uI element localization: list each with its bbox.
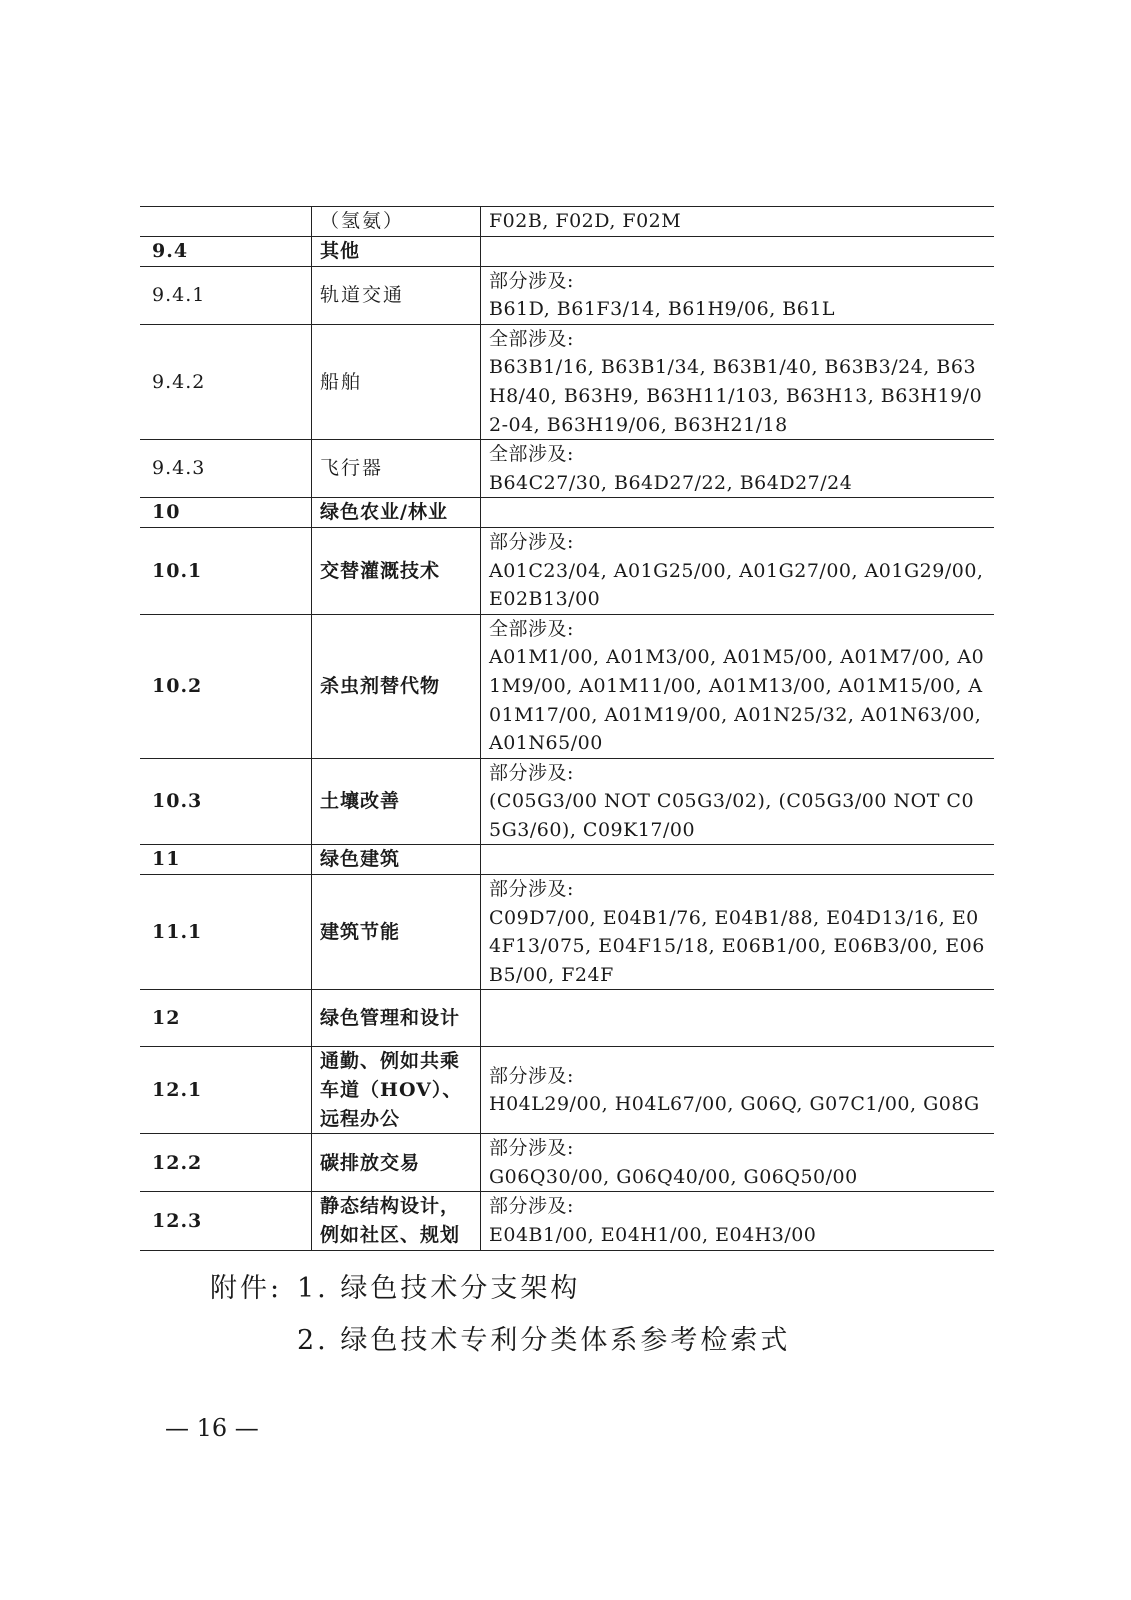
classification-scope-note: 部分涉及: — [489, 1137, 574, 1160]
cell-technology-name: 土壤改善 — [312, 758, 481, 845]
table-row — [140, 266, 994, 324]
cell-section-code: 12.1 — [140, 1047, 312, 1134]
table-row — [140, 845, 994, 875]
cell-section-code: 9.4 — [140, 236, 312, 266]
classification-scope-note: 部分涉及: — [489, 1195, 574, 1218]
cell-technology-name: 绿色管理和设计 — [312, 990, 481, 1047]
cell-section-code: 12 — [140, 990, 312, 1047]
cell-technology-name: 通勤、例如共乘车道（HOV）、远程办公 — [312, 1047, 481, 1134]
cell-classification — [481, 1134, 995, 1192]
table-row — [140, 1047, 994, 1134]
cell-classification — [481, 498, 995, 528]
classification-scope-note: 部分涉及: — [489, 761, 574, 784]
classification-scope-note: 全部涉及: — [489, 443, 574, 466]
table-row — [140, 207, 994, 237]
cell-technology-name: 绿色农业/林业 — [312, 498, 481, 528]
cell-section-code: 9.4.3 — [140, 440, 312, 498]
attachment-line-2 — [210, 1315, 790, 1367]
cell-section-code — [140, 207, 312, 237]
classification-codes: B64C27/30, B64D27/22, B64D27/24 — [489, 471, 853, 494]
classification-codes: B63B1/16, B63B1/34, B63B1/40, B63B3/24, B63H8/40, B63H9, B63H11/103, B63H13, B63H19/02-04, B63H19/06, B63H21/18 — [489, 356, 983, 436]
table-row — [140, 236, 994, 266]
cell-section-code: 11.1 — [140, 875, 312, 990]
classification-scope-note: 部分涉及: — [489, 269, 574, 292]
cell-technology-name: 交替灌溉技术 — [312, 527, 481, 614]
page-number: — 16 — — [165, 1414, 259, 1442]
cell-technology-name: 碳排放交易 — [312, 1134, 481, 1192]
attachments — [210, 1263, 790, 1367]
attachment-item-1: 1. 绿色技术分支架构 — [297, 1273, 581, 1304]
classification-scope-note: 全部涉及: — [489, 617, 574, 640]
table-body — [140, 207, 994, 1251]
classification-codes: F02B, F02D, F02M — [489, 210, 682, 232]
classification-codes: G06Q30/00, G06Q40/00, G06Q50/00 — [489, 1165, 858, 1188]
cell-classification — [481, 758, 995, 845]
cell-section-code: 10.3 — [140, 758, 312, 845]
cell-technology-name: 绿色建筑 — [312, 845, 481, 875]
classification-scope-note: 部分涉及: — [489, 878, 574, 901]
attachment-spacer — [210, 1315, 297, 1367]
attachment-prefix: 附件: — [210, 1273, 283, 1304]
cell-classification — [481, 875, 995, 990]
table-row — [140, 527, 994, 614]
attachment-line-1 — [210, 1263, 790, 1315]
classification-table — [140, 206, 994, 1251]
cell-technology-name: 静态结构设计，例如社区、规划 — [312, 1192, 481, 1250]
cell-classification — [481, 1192, 995, 1250]
table-row — [140, 758, 994, 845]
classification-codes: A01C23/04, A01G25/00, A01G27/00, A01G29/00, E02B13/00 — [489, 559, 984, 611]
cell-section-code: 12.2 — [140, 1134, 312, 1192]
table-row — [140, 440, 994, 498]
cell-classification — [481, 845, 995, 875]
cell-classification — [481, 440, 995, 498]
cell-section-code: 9.4.2 — [140, 324, 312, 439]
cell-section-code: 10.2 — [140, 614, 312, 758]
cell-classification — [481, 324, 995, 439]
classification-codes: H04L29/00, H04L67/00, G06Q, G07C1/00, G08G — [489, 1093, 980, 1116]
cell-technology-name: 飞行器 — [312, 440, 481, 498]
cell-technology-name: （氢氨） — [312, 207, 481, 237]
table-row — [140, 990, 994, 1047]
classification-scope-note: 部分涉及: — [489, 530, 574, 553]
table-row — [140, 324, 994, 439]
table-row — [140, 498, 994, 528]
cell-technology-name: 建筑节能 — [312, 875, 481, 990]
classification-codes: B61D, B61F3/14, B61H9/06, B61L — [489, 298, 836, 321]
cell-technology-name: 轨道交通 — [312, 266, 481, 324]
classification-codes: C09D7/00, E04B1/76, E04B1/88, E04D13/16, E04F13/075, E04F15/18, E06B1/00, E06B3/00, E06B5/00, F24F — [489, 906, 985, 986]
cell-classification — [481, 990, 995, 1047]
cell-section-code: 11 — [140, 845, 312, 875]
classification-scope-note: 部分涉及: — [489, 1064, 574, 1087]
cell-classification — [481, 1047, 995, 1134]
table-row — [140, 1192, 994, 1250]
cell-classification — [481, 614, 995, 758]
cell-technology-name: 船舶 — [312, 324, 481, 439]
classification-codes: A01M1/00, A01M3/00, A01M5/00, A01M7/00, A01M9/00, A01M11/00, A01M13/00, A01M15/00, A01M17/00, A01M19/00, A01N25/32, A01N63/00, A01N65/00 — [489, 646, 985, 755]
cell-section-code: 12.3 — [140, 1192, 312, 1250]
table-row — [140, 1134, 994, 1192]
cell-classification — [481, 207, 995, 237]
cell-technology-name: 其他 — [312, 236, 481, 266]
table-row — [140, 875, 994, 990]
table-row — [140, 614, 994, 758]
cell-classification — [481, 527, 995, 614]
classification-scope-note: 全部涉及: — [489, 327, 574, 350]
classification-codes: E04B1/00, E04H1/00, E04H3/00 — [489, 1224, 817, 1246]
cell-section-code: 10 — [140, 498, 312, 528]
cell-classification — [481, 266, 995, 324]
classification-codes: (C05G3/00 NOT C05G3/02), (C05G3/00 NOT C05G3/60), C09K17/00 — [489, 790, 975, 841]
cell-section-code: 9.4.1 — [140, 266, 312, 324]
attachment-item-2: 2. 绿色技术专利分类体系参考检索式 — [297, 1325, 791, 1356]
cell-section-code: 10.1 — [140, 527, 312, 614]
cell-classification — [481, 236, 995, 266]
cell-technology-name: 杀虫剂替代物 — [312, 614, 481, 758]
